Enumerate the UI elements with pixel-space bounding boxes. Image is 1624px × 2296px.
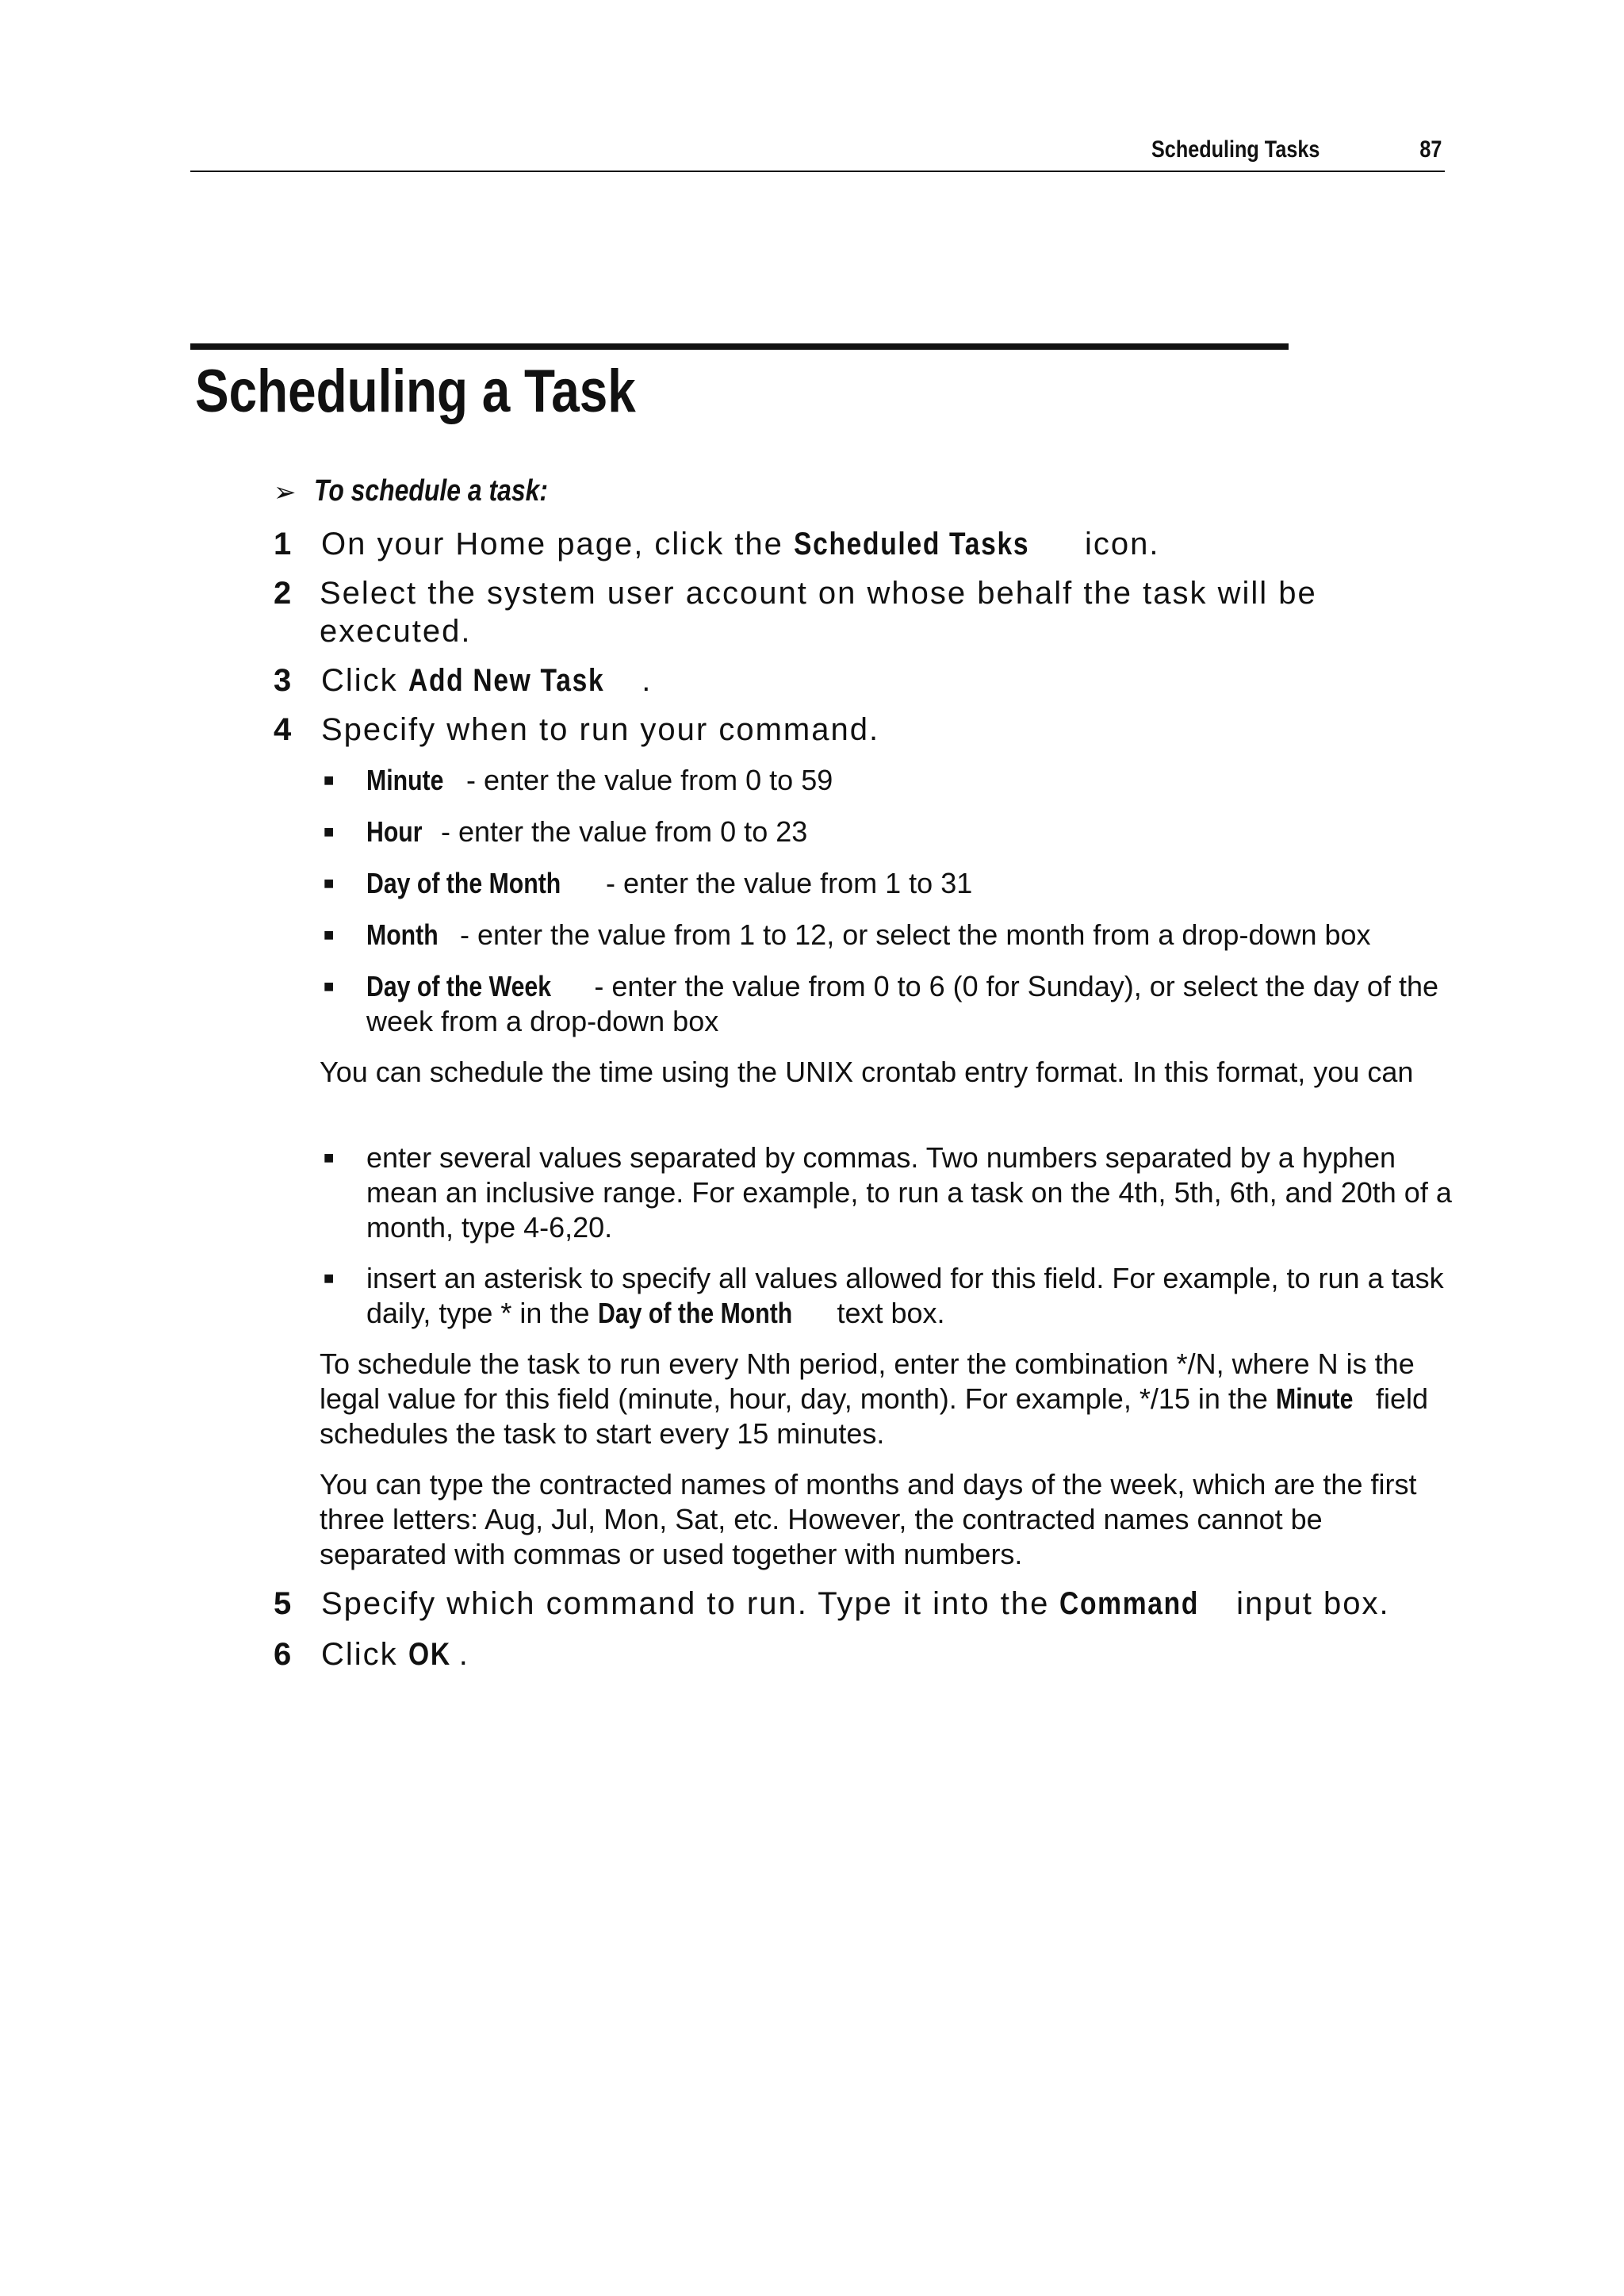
step-text xyxy=(321,525,1431,563)
field-desc: - enter the value from 0 to 59 xyxy=(458,764,833,796)
header-rule xyxy=(190,171,1445,172)
step-text-part: icon. xyxy=(1074,527,1160,562)
field-description xyxy=(366,763,1453,798)
field-description xyxy=(366,918,1453,953)
square-bullet-icon: ■ xyxy=(324,976,335,996)
procedure-label: To schedule a task: xyxy=(313,474,548,508)
field-desc: - enter the value from 0 to 6 (0 for Sunday), or select the day of the week from a drop-down box xyxy=(366,970,1438,1037)
step-text xyxy=(321,1635,1431,1673)
field-name: Day of the Week xyxy=(366,970,552,1002)
text-part: text box. xyxy=(829,1297,945,1329)
field-description xyxy=(366,815,1453,849)
running-header xyxy=(190,136,1445,168)
ui-term-command: Command xyxy=(1059,1586,1200,1621)
square-bullet-icon: ■ xyxy=(324,873,335,893)
step-number: 2 xyxy=(274,576,292,611)
title-rule xyxy=(190,343,1289,350)
step-text xyxy=(321,661,1431,700)
step-text: Select the system user account on whose behalf the task will be executed. xyxy=(320,576,1317,649)
square-bullet-icon: ■ xyxy=(324,1148,335,1167)
arrow-right-icon: ➢ xyxy=(274,477,297,508)
field-name: Minute xyxy=(366,764,444,796)
step-number: 4 xyxy=(274,712,292,747)
crontab-bullet-text xyxy=(366,1261,1453,1331)
field-description xyxy=(366,866,1453,901)
ui-term-add-new-task: Add New Task xyxy=(408,663,605,698)
procedure-heading xyxy=(274,474,592,508)
contracted-names-paragraph: You can type the contracted names of months and days of the week, which are the first three letters: Aug, Jul, Mon, Sat, etc. However, the contracted names cannot be separated with commas or used together with numbers. xyxy=(320,1468,1417,1570)
step-text-part: On your Home page, click the xyxy=(321,527,795,562)
square-bullet-icon: ■ xyxy=(324,770,335,790)
field-name: Hour xyxy=(366,815,423,848)
square-bullet-icon: ■ xyxy=(324,925,335,945)
field-desc: - enter the value from 0 to 23 xyxy=(433,815,808,848)
step-text-part: Click xyxy=(321,663,408,698)
running-header-section: Scheduling Tasks xyxy=(1151,136,1320,163)
field-desc: - enter the value from 1 to 12, or select the month from a drop-down box xyxy=(451,918,1371,951)
step-number: 5 xyxy=(274,1586,292,1621)
ui-term-scheduled-tasks: Scheduled Tasks xyxy=(794,527,1030,562)
field-desc: - enter the value from 1 to 31 xyxy=(597,867,973,899)
step-text: Specify when to run your command. xyxy=(321,712,880,747)
step-text-part: . xyxy=(458,1637,469,1672)
step-number: 1 xyxy=(274,527,292,562)
ui-term-minute: Minute xyxy=(1275,1382,1354,1415)
crontab-bullet-text: enter several values separated by commas. Two numbers separated by a hyphen mean an inclusive range. For example, to run a task on the 4th, 5th, 6th, and 20th of a month, type 4-6,20. xyxy=(366,1141,1452,1244)
text-part: insert an asterisk to specify all values allowed for this field. For example, to run a task daily, type * in the xyxy=(366,1262,1444,1329)
step-text-part: Click xyxy=(321,1637,408,1672)
step-text-part: Specify which command to run. Type it into the xyxy=(321,1586,1060,1621)
text-part: field schedules the task to start every 15 minutes. xyxy=(320,1382,1428,1450)
field-name: Month xyxy=(366,918,439,951)
ui-term-ok: OK xyxy=(408,1637,451,1672)
page-title: Scheduling a Task xyxy=(195,358,636,425)
step-number: 3 xyxy=(274,663,292,698)
step-text-part: input box. xyxy=(1226,1586,1390,1621)
square-bullet-icon: ■ xyxy=(324,1268,335,1288)
step-text xyxy=(321,1585,1431,1623)
square-bullet-icon: ■ xyxy=(324,822,335,841)
nth-period-paragraph xyxy=(320,1347,1446,1451)
step-number: 6 xyxy=(274,1637,292,1672)
field-name: Day of the Month xyxy=(366,867,561,899)
page-number: 87 xyxy=(1419,136,1442,163)
ui-term-day-of-the-month: Day of the Month xyxy=(597,1297,792,1329)
field-description xyxy=(366,969,1453,1039)
crontab-intro: You can schedule the time using the UNIX crontab entry format. In this format, you can xyxy=(320,1056,1414,1088)
text-part: To schedule the task to run every Nth period, enter the combination */N, where N is the legal value for this field (minute, hour, day, month). For example, */15 in the xyxy=(320,1347,1415,1415)
step-text-part: . xyxy=(642,663,653,698)
